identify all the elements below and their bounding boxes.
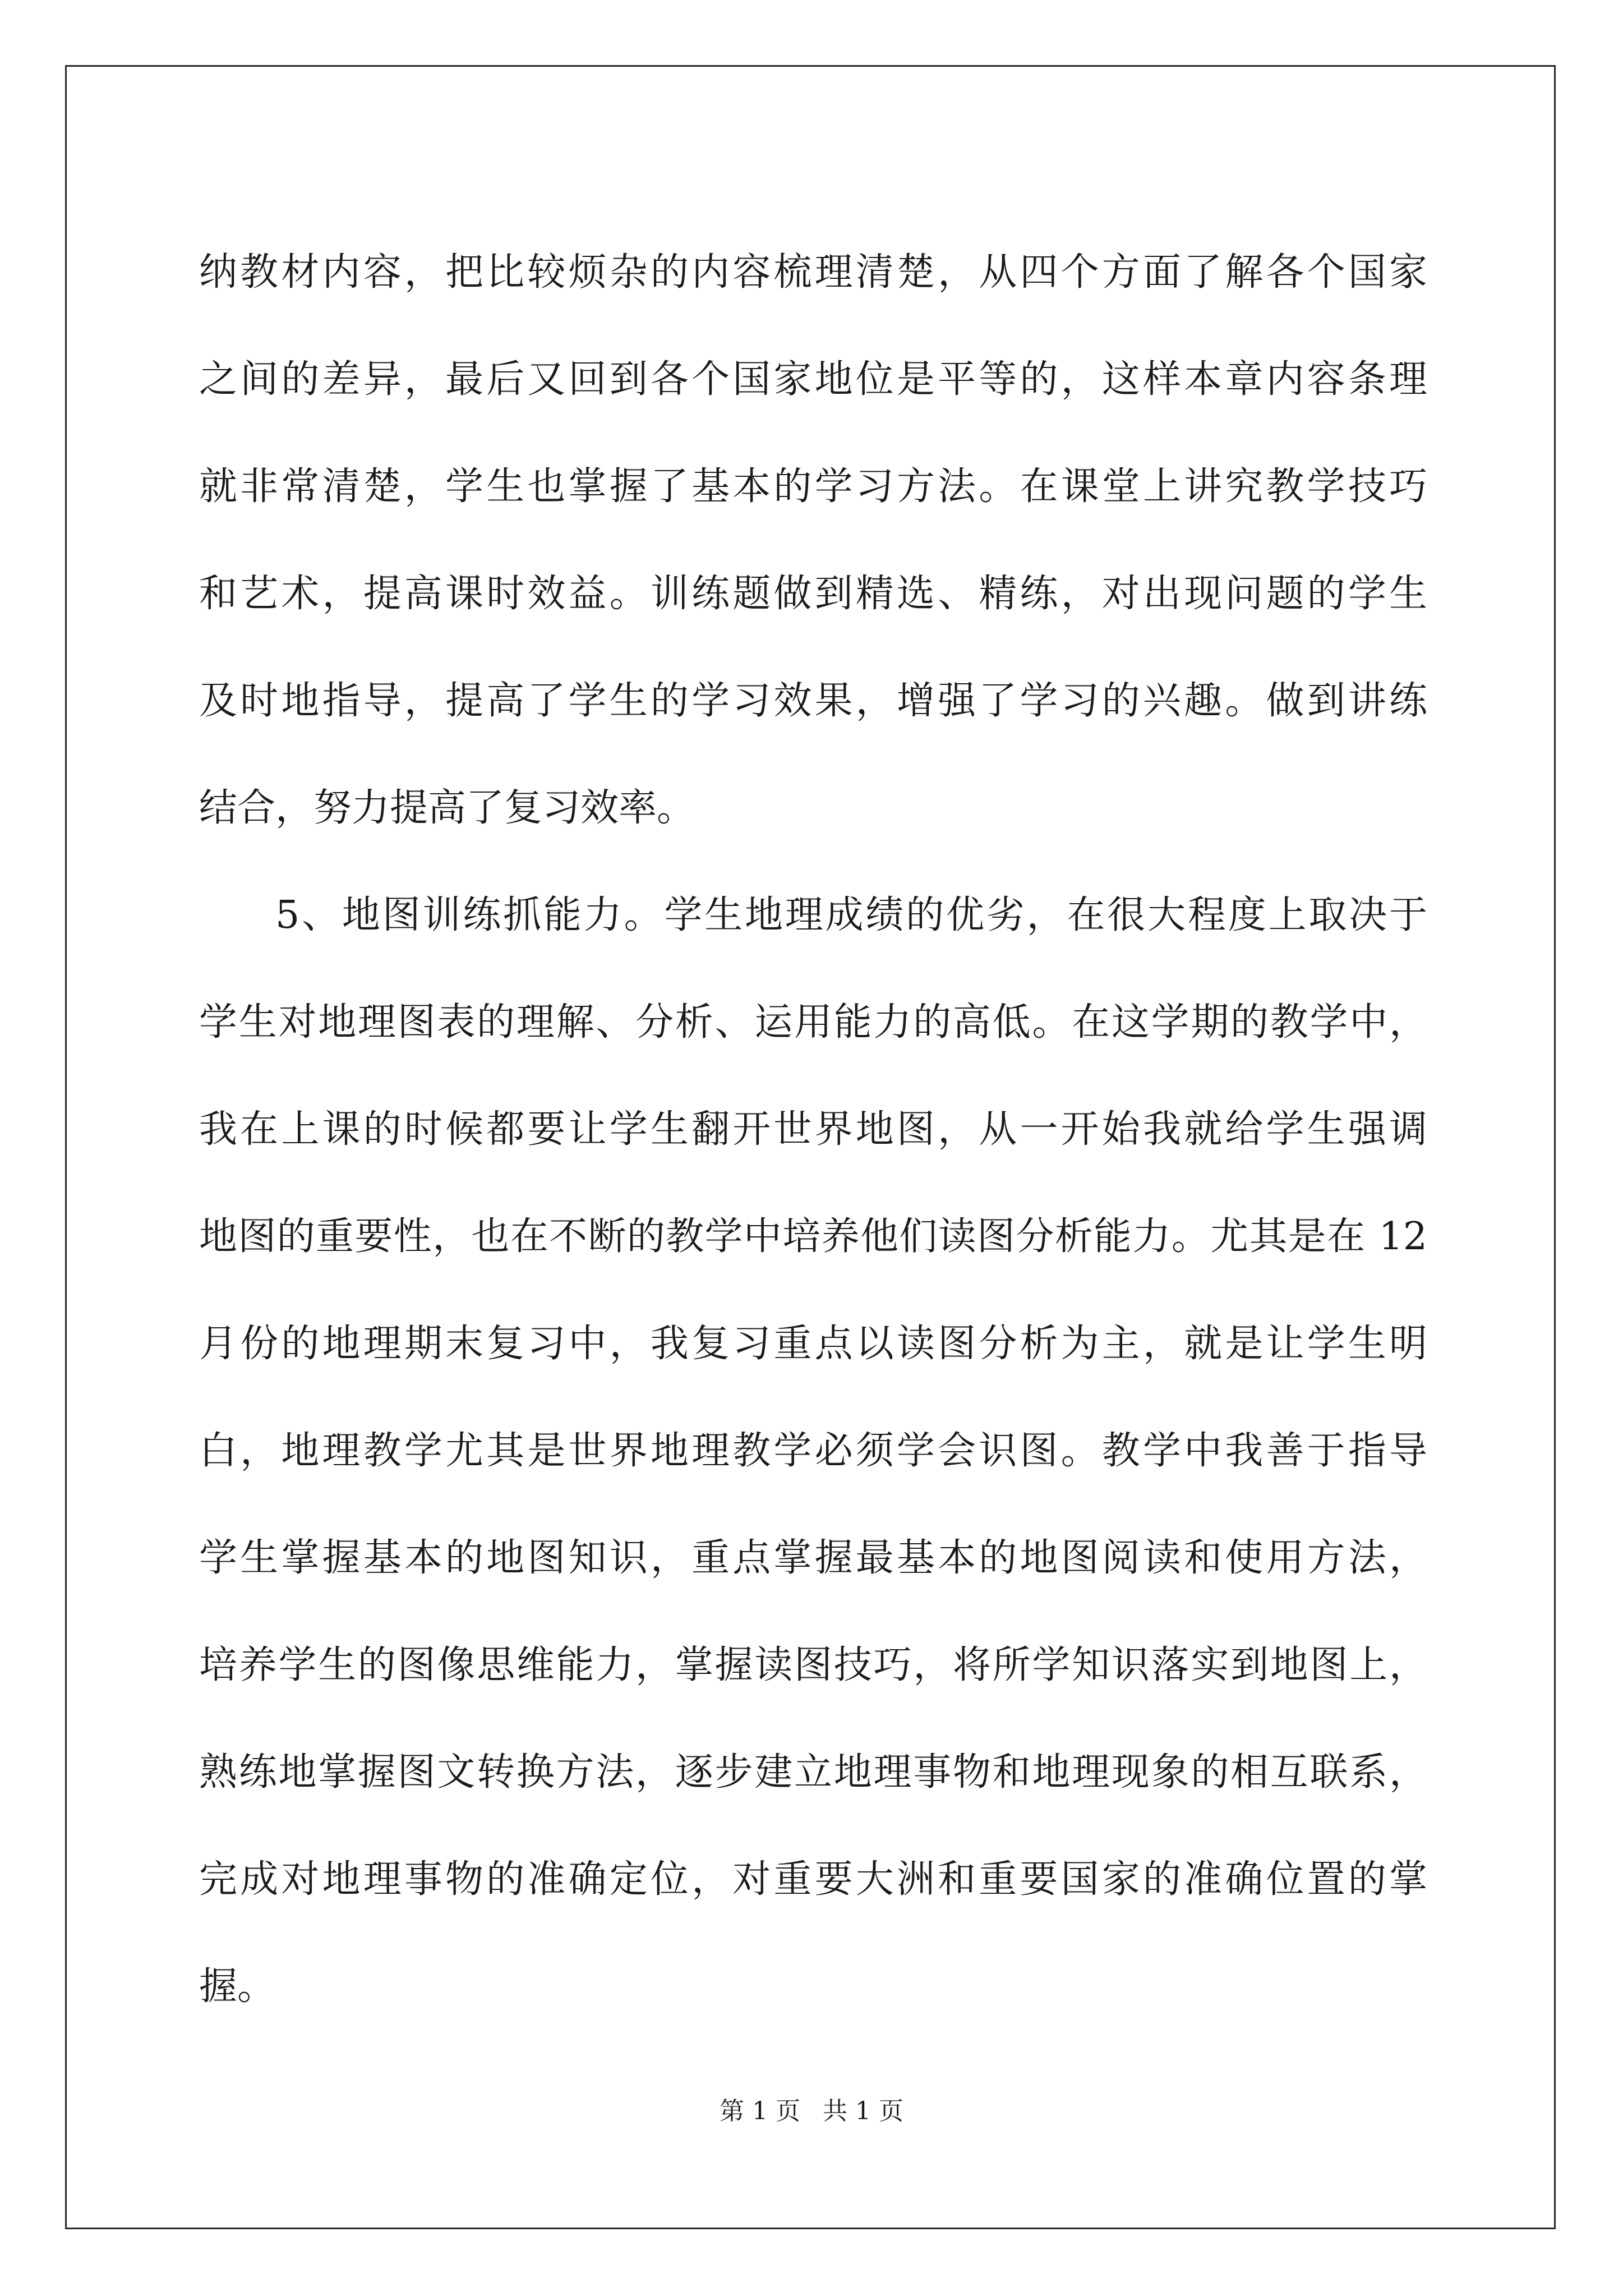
- text-line: 学生对地理图表的理解、分析、运用能力的高低。在这学期的教学中，: [199, 1000, 1427, 1045]
- text-line: 学生掌握基本的地图知识，重点掌握最基本的地图阅读和使用方法，: [199, 1536, 1427, 1580]
- text-line: 熟练地掌握图文转换方法，逐步建立地理事物和地理现象的相互联系，: [199, 1750, 1427, 1795]
- text-line: 和艺术，提高课时效益。训练题做到精选、精练，对出现问题的学生: [199, 572, 1427, 616]
- text-line: 握。: [199, 1964, 276, 2009]
- text-line: 之间的差异，最后又回到各个国家地位是平等的，这样本章内容条理: [199, 357, 1427, 402]
- text-line: 月份的地理期末复习中，我复习重点以读图分析为主，就是让学生明: [199, 1322, 1427, 1366]
- page-footer: [0, 2095, 1623, 2128]
- text-line: 结合，努力提高了复习效率。: [199, 786, 695, 830]
- text-line: 培养学生的图像思维能力，掌握读图技巧，将所学知识落实到地图上，: [199, 1643, 1427, 1687]
- text-line: 地图的重要性，也在不断的教学中培养他们读图分析能力。尤其是在 12: [199, 1214, 1427, 1259]
- text-line: 我在上课的时候都要让学生翻开世界地图，从一开始我就给学生强调: [199, 1107, 1427, 1152]
- text-line: 纳教材内容，把比较烦杂的内容梳理清楚，从四个方面了解各个国家: [199, 250, 1427, 295]
- text-line: 5、地图训练抓能力。学生地理成绩的优劣，在很大程度上取决于: [275, 893, 1427, 937]
- text-line: 白，地理教学尤其是世界地理教学必须学会识图。教学中我善于指导: [199, 1429, 1427, 1473]
- document-body: [199, 219, 1427, 2040]
- text-line: 及时地指导，提高了学生的学习效果，增强了学习的兴趣。做到讲练: [199, 679, 1427, 723]
- text-line: 完成对地理事物的准确定位，对重要大洲和重要国家的准确位置的掌: [199, 1857, 1427, 1902]
- page-number-total: 共 1 页: [823, 2097, 903, 2125]
- page-number-current: 第 1 页: [720, 2097, 800, 2125]
- text-line: 就非常清楚，学生也掌握了基本的学习方法。在课堂上讲究教学技巧: [199, 464, 1427, 509]
